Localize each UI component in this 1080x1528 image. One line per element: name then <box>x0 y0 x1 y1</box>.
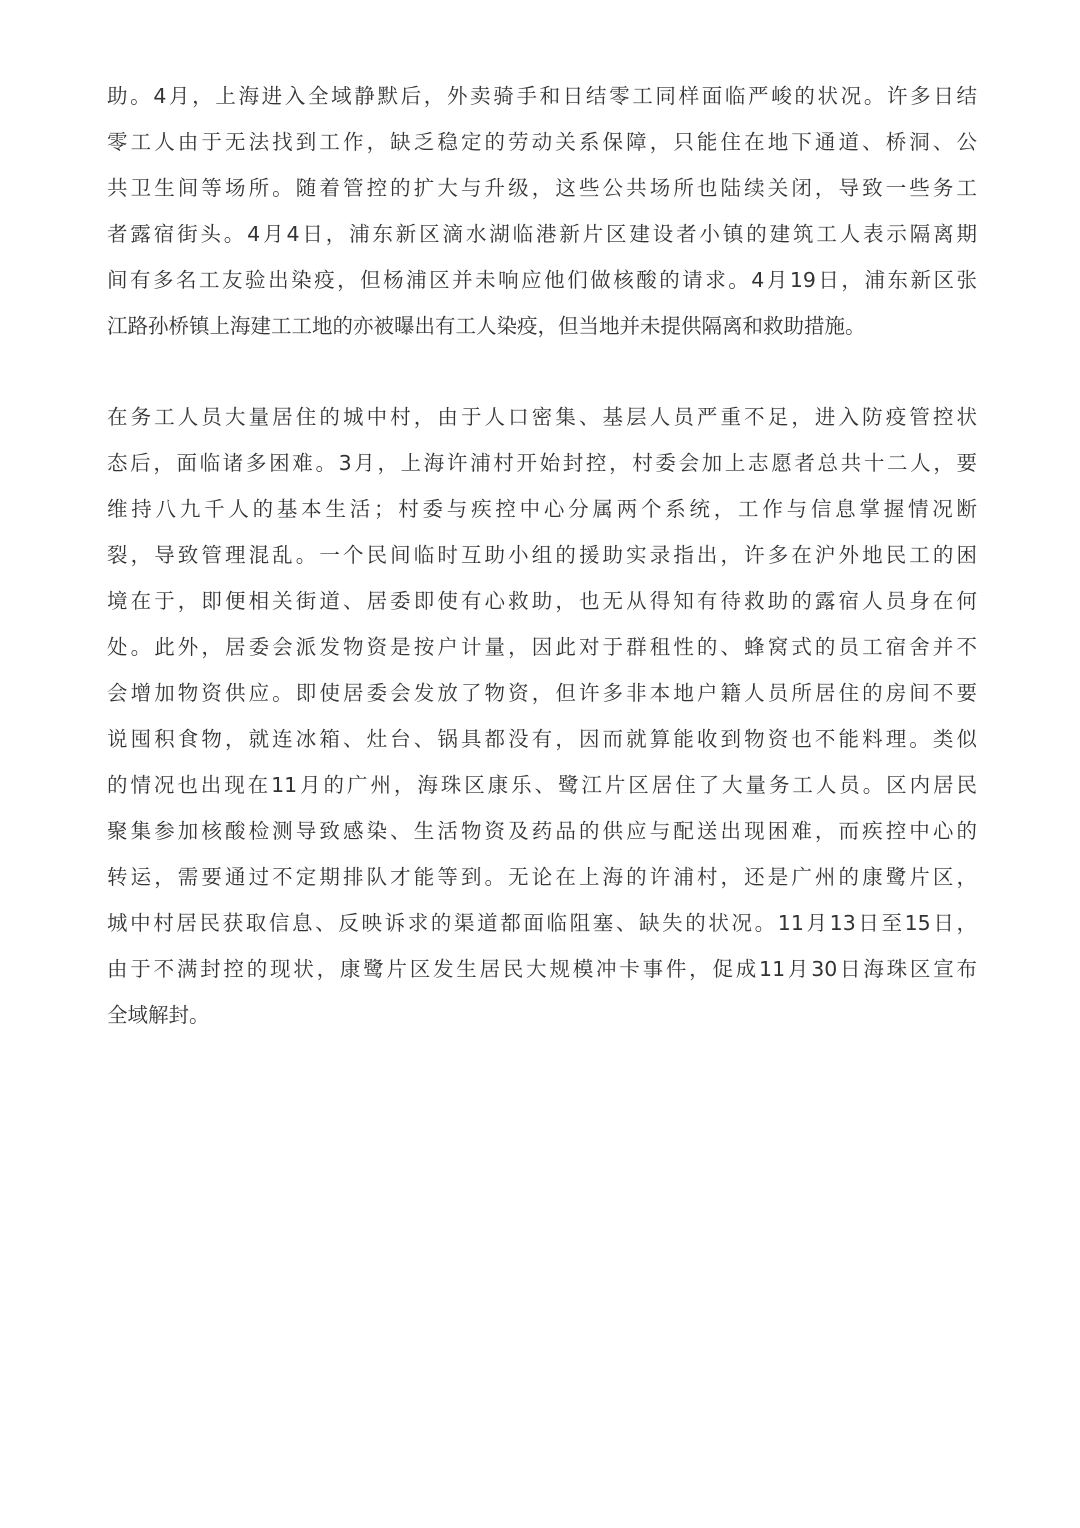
text-line: 聚集参加核酸检测导致感染、生活物资及药品的供应与配送出现困难，而疾控中心的 <box>107 819 977 843</box>
text-line: 裂，导致管理混乱。一个民间临时互助小组的援助实录指出，许多在沪外地民工的困 <box>107 543 977 567</box>
paragraph-1 <box>107 73 977 349</box>
text-line: 间有多名工友验出染疫，但杨浦区并未响应他们做核酸的请求。4月19日，浦东新区张 <box>107 268 977 292</box>
text-line: 维持八九千人的基本生活；村委与疾控中心分属两个系统，工作与信息掌握情况断 <box>107 497 977 521</box>
text-line: 处。此外，居委会派发物资是按户计量，因此对于群租性的、蜂窝式的员工宿舍并不 <box>107 635 977 659</box>
text-line: 会增加物资供应。即使居委会发放了物资，但许多非本地户籍人员所居住的房间不要 <box>107 681 977 705</box>
text-line: 助。4月，上海进入全域静默后，外卖骑手和日结零工同样面临严峻的状况。许多日结 <box>107 84 977 108</box>
text-line: 转运，需要通过不定期排队才能等到。无论在上海的许浦村，还是广州的康鹭片区， <box>107 865 977 889</box>
text-line: 在务工人员大量居住的城中村，由于人口密集、基层人员严重不足，进入防疫管控状 <box>107 405 977 429</box>
paragraph-2 <box>107 394 977 1038</box>
text-line: 江路孙桥镇上海建工工地的亦被曝出有工人染疫，但当地并未提供隔离和救助措施。 <box>107 314 866 338</box>
text-line: 共卫生间等场所。随着管控的扩大与升级，这些公共场所也陆续关闭，导致一些务工 <box>107 176 977 200</box>
text-line: 的情况也出现在11月的广州，海珠区康乐、鹭江片区居住了大量务工人员。区内居民 <box>107 773 977 797</box>
text-line: 境在于，即便相关街道、居委即使有心救助，也无从得知有待救助的露宿人员身在何 <box>107 589 977 613</box>
text-line: 由于不满封控的现状，康鹭片区发生居民大规模冲卡事件，促成11月30日海珠区宣布 <box>107 957 977 981</box>
text-line: 全域解封。 <box>107 1003 210 1027</box>
text-line: 态后，面临诸多困难。3月，上海许浦村开始封控，村委会加上志愿者总共十二人，要 <box>107 451 977 475</box>
text-line: 说囤积食物，就连冰箱、灶台、锅具都没有，因而就算能收到物资也不能料理。类似 <box>107 727 977 751</box>
article-body <box>107 73 977 1038</box>
text-line: 零工人由于无法找到工作，缺乏稳定的劳动关系保障，只能住在地下通道、桥洞、公 <box>107 130 977 154</box>
text-line: 者露宿街头。4月4日，浦东新区滴水湖临港新片区建设者小镇的建筑工人表示隔离期 <box>107 222 977 246</box>
text-line: 城中村居民获取信息、反映诉求的渠道都面临阻塞、缺失的状况。11月13日至15日， <box>107 911 977 935</box>
